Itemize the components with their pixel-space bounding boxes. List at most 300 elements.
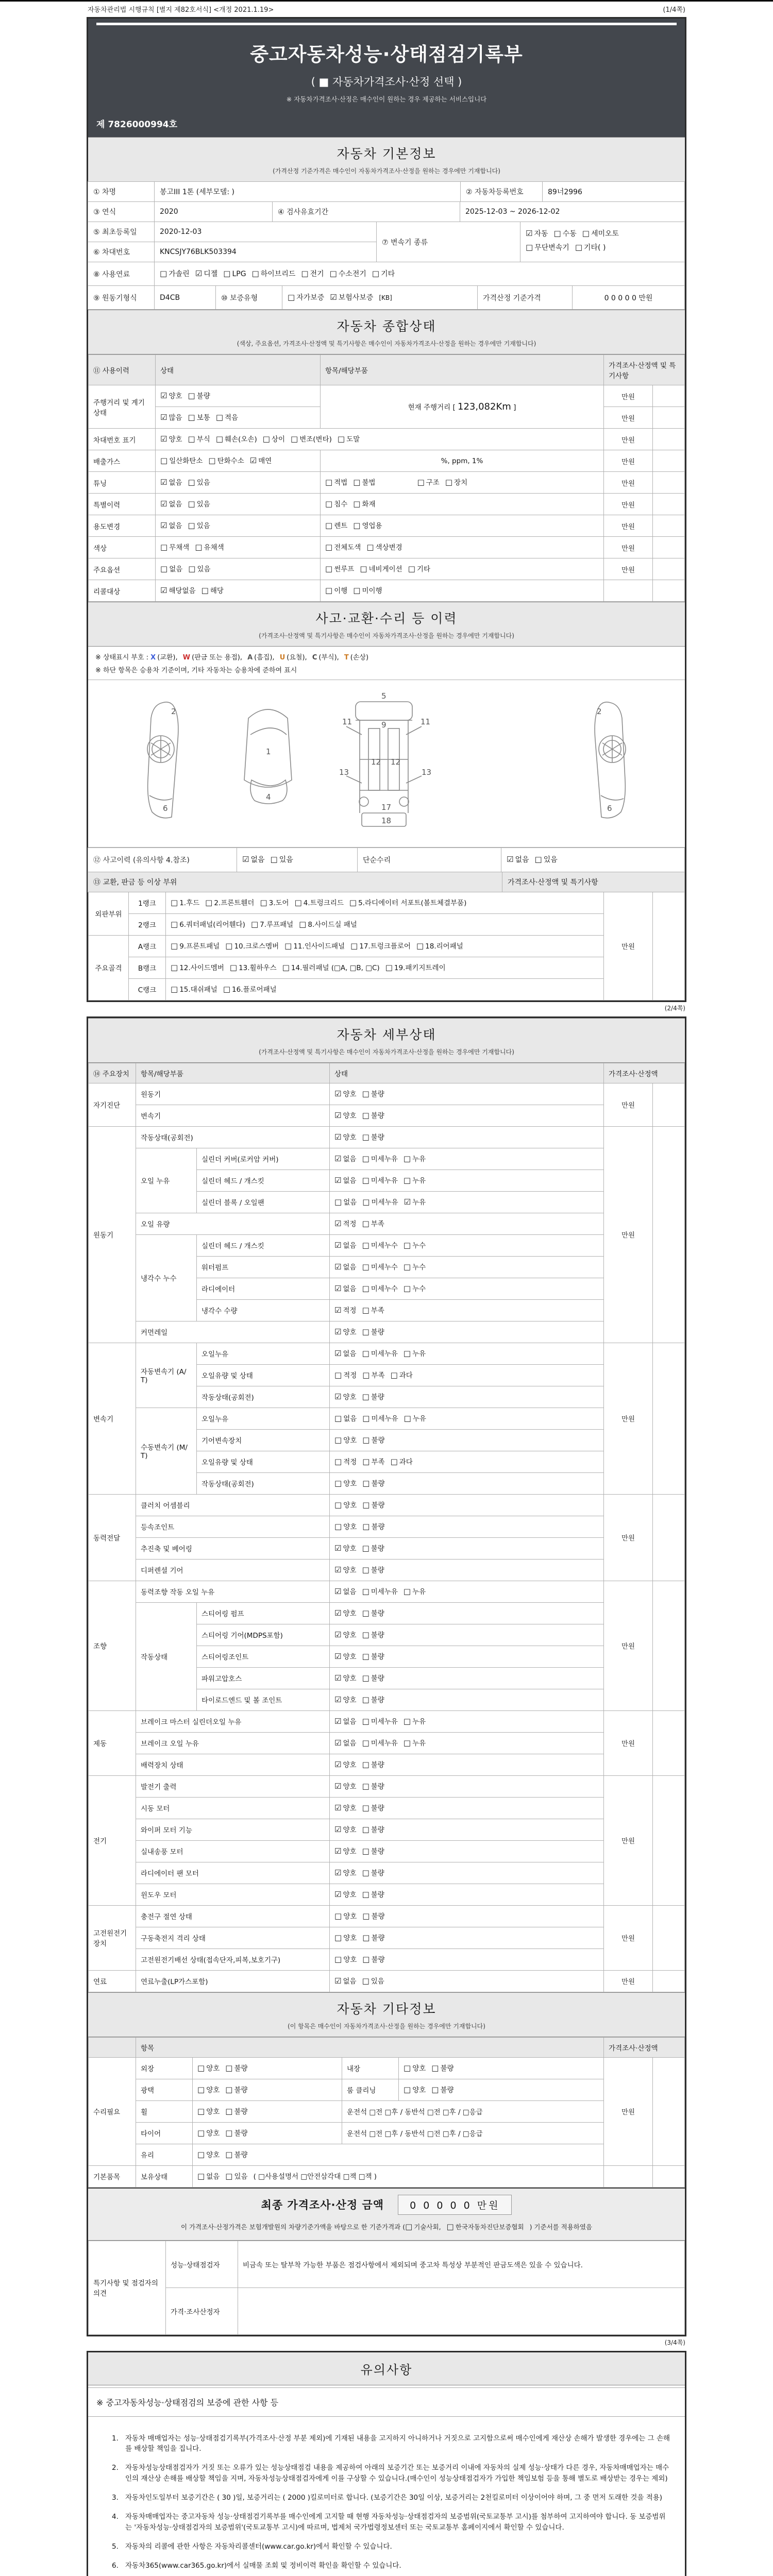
checked-box-icon[interactable]: ☑ <box>334 1759 342 1769</box>
unchecked-box-icon[interactable]: □ <box>334 1933 342 1942</box>
unchecked-box-icon[interactable]: □ <box>362 1370 370 1380</box>
checkbox-option[interactable]: □ 미이행 <box>353 586 382 596</box>
checkbox-option[interactable]: □ 불량 <box>362 1327 384 1336</box>
unchecked-box-icon[interactable]: □ <box>334 1500 342 1510</box>
checkbox-option[interactable]: ☑ 없음 <box>334 1716 357 1726</box>
unchecked-box-icon[interactable]: □ <box>225 2128 233 2138</box>
checkbox-option[interactable]: □ 자가보증 <box>288 293 325 302</box>
checkbox-option[interactable]: □ 훼손(오손) <box>215 434 257 444</box>
unchecked-box-icon[interactable]: □ <box>353 521 361 531</box>
checked-box-icon[interactable]: ☑ <box>334 1175 342 1185</box>
unchecked-box-icon[interactable]: □ <box>362 1305 369 1315</box>
checkbox-option[interactable]: □ 양호 <box>334 1911 357 1921</box>
checkbox-option[interactable]: □ 부족 <box>362 1370 385 1380</box>
unchecked-box-icon[interactable]: □ <box>334 1456 342 1466</box>
unchecked-box-icon[interactable]: □ <box>575 243 582 252</box>
checkbox-option[interactable]: □ 있음 <box>270 855 293 865</box>
unchecked-box-icon[interactable]: □ <box>362 1716 369 1726</box>
unchecked-box-icon[interactable]: □ <box>417 478 425 487</box>
checkbox-option[interactable]: □ 9.프론트패널 <box>171 941 220 951</box>
checked-box-icon[interactable]: ☑ <box>334 1608 342 1618</box>
checkbox-option[interactable]: □ 불량 <box>362 1478 385 1488</box>
checkbox-option[interactable]: □ 불량 <box>225 2063 248 2073</box>
checked-box-icon[interactable]: ☑ <box>334 1262 342 1272</box>
checkbox-option[interactable]: ☑ 양호 <box>334 1327 357 1336</box>
checkbox-option[interactable]: □ 미세누유 <box>362 1738 398 1748</box>
checkbox-option[interactable]: ☑ 양호 <box>334 1089 357 1098</box>
unchecked-box-icon[interactable]: □ <box>446 2222 454 2231</box>
unchecked-box-icon[interactable]: □ <box>195 543 203 552</box>
checkbox-option[interactable]: □ 불량 <box>362 1954 385 1964</box>
checkbox-option[interactable]: □ 불량 <box>362 1846 384 1856</box>
checked-box-icon[interactable]: ☑ <box>330 293 337 302</box>
checkbox-option[interactable]: ☑ 양호 <box>160 391 182 401</box>
unchecked-box-icon[interactable]: □ <box>299 919 307 929</box>
checkbox-option[interactable]: □ 양호 <box>334 1954 357 1964</box>
unchecked-box-icon[interactable]: □ <box>334 1521 342 1531</box>
checkbox-option[interactable]: ☑ 양호 <box>334 1392 357 1401</box>
checkbox-option[interactable]: □ LPG <box>223 269 246 278</box>
checked-box-icon[interactable]: ☑ <box>242 855 249 865</box>
checkbox-option[interactable]: ☑ 양호 <box>334 1759 357 1769</box>
checkbox-option[interactable]: □ 양호 <box>404 2084 426 2094</box>
unchecked-box-icon[interactable]: □ <box>251 269 259 278</box>
checkbox-option[interactable]: □ 미세누유 <box>362 1175 398 1185</box>
checkbox-option[interactable]: ☑ 양호 <box>334 1565 357 1574</box>
checkbox-option[interactable]: □ 전기 <box>301 269 324 278</box>
checkbox-option[interactable]: □ 구조 <box>417 478 440 487</box>
checkbox-option[interactable]: ☑ 없음 <box>160 499 182 509</box>
checked-box-icon[interactable]: ☑ <box>334 1218 342 1228</box>
checked-box-icon[interactable]: ☑ <box>334 1327 342 1336</box>
checkbox-option[interactable]: □ 16.플로어패널 <box>223 984 277 994</box>
unchecked-box-icon[interactable]: □ <box>390 1456 398 1466</box>
checked-box-icon[interactable]: ☑ <box>160 391 167 401</box>
unchecked-box-icon[interactable]: □ <box>334 1911 342 1921</box>
checkbox-option[interactable]: □ 미세누수 <box>362 1283 398 1293</box>
unchecked-box-icon[interactable]: □ <box>553 229 561 238</box>
checkbox-option[interactable]: □ 없음 <box>160 564 183 574</box>
checkbox-option[interactable]: □ 세미오토 <box>582 229 619 238</box>
checkbox-option[interactable]: □ 양호 <box>197 2106 220 2116</box>
checkbox-option[interactable]: ☑ 누유 <box>404 1197 426 1207</box>
checkbox-option[interactable]: ☑ 없음 <box>334 1154 357 1163</box>
checked-box-icon[interactable]: ☑ <box>334 1868 342 1877</box>
unchecked-box-icon[interactable]: □ <box>353 586 361 596</box>
unchecked-box-icon[interactable]: □ <box>362 1759 369 1769</box>
checkbox-option[interactable]: ☑ 디젤 <box>195 269 218 278</box>
checkbox-option[interactable]: ☑ 적정 <box>334 1218 357 1228</box>
checkbox-option[interactable]: □ 미세누수 <box>362 1240 398 1250</box>
checkbox-option[interactable]: ☑ 양호 <box>334 1673 357 1683</box>
unchecked-box-icon[interactable]: □ <box>362 1500 370 1510</box>
unchecked-box-icon[interactable]: □ <box>160 543 168 552</box>
unchecked-box-icon[interactable]: □ <box>223 984 231 994</box>
checkbox-option[interactable]: ☑ 양호 <box>334 1694 357 1704</box>
unchecked-box-icon[interactable]: □ <box>197 2106 205 2116</box>
checkbox-option[interactable]: ☑ 양호 <box>334 1824 357 1834</box>
checkbox-option[interactable]: ☑ 양호 <box>334 1630 357 1639</box>
unchecked-box-icon[interactable]: □ <box>362 1565 369 1574</box>
checkbox-option[interactable]: ☑ 적정 <box>334 1305 357 1315</box>
unchecked-box-icon[interactable]: □ <box>325 586 333 596</box>
unchecked-box-icon[interactable]: □ <box>215 413 224 422</box>
checkbox-option[interactable]: □ 11.인사이드패널 <box>284 941 345 951</box>
unchecked-box-icon[interactable]: □ <box>362 1283 369 1293</box>
checkbox-option[interactable]: □ 불량 <box>362 1781 384 1791</box>
unchecked-box-icon[interactable]: □ <box>329 269 337 278</box>
unchecked-box-icon[interactable]: □ <box>582 229 590 238</box>
unchecked-box-icon[interactable]: □ <box>171 919 178 929</box>
checkbox-option[interactable]: ☑ 양호 <box>334 1846 357 1856</box>
checked-box-icon[interactable]: ☑ <box>195 269 203 278</box>
checkbox-option[interactable]: □ 불량 <box>362 1673 384 1683</box>
checked-box-icon[interactable]: ☑ <box>334 1846 342 1856</box>
checkbox-option[interactable]: □ 18.리어패널 <box>416 941 463 951</box>
checkbox-option[interactable]: ☑ 없음 <box>160 521 182 531</box>
unchecked-box-icon[interactable]: □ <box>334 1478 342 1488</box>
checked-box-icon[interactable]: ☑ <box>334 1240 342 1250</box>
checkbox-option[interactable]: □ 불량 <box>362 1889 384 1899</box>
unchecked-box-icon[interactable]: □ <box>225 2106 233 2116</box>
checkbox-option[interactable]: ☑ 매연 <box>249 456 272 466</box>
unchecked-box-icon[interactable]: □ <box>250 919 259 929</box>
unchecked-box-icon[interactable]: □ <box>188 434 195 444</box>
unchecked-box-icon[interactable]: □ <box>362 1456 370 1466</box>
checkbox-option[interactable]: □ 1.후드 <box>171 897 200 907</box>
checkbox-option[interactable]: □ 불량 <box>362 1933 385 1942</box>
unchecked-box-icon[interactable]: □ <box>403 1348 411 1358</box>
unchecked-box-icon[interactable]: □ <box>223 269 231 278</box>
checked-box-icon[interactable]: ☑ <box>160 521 167 531</box>
unchecked-box-icon[interactable]: □ <box>362 1803 369 1812</box>
checkbox-option[interactable]: □ 불량 <box>362 1694 384 1704</box>
checked-box-icon[interactable]: ☑ <box>334 1305 342 1315</box>
checked-box-icon[interactable]: ☑ <box>334 1392 342 1401</box>
checkbox-option[interactable]: ☑ 해당없음 <box>160 586 196 596</box>
unchecked-box-icon[interactable]: □ <box>205 897 213 907</box>
checked-box-icon[interactable]: ☑ <box>160 413 167 422</box>
unchecked-box-icon[interactable]: □ <box>362 1543 369 1553</box>
unchecked-box-icon[interactable]: □ <box>403 1154 411 1163</box>
unchecked-box-icon[interactable]: □ <box>291 434 298 444</box>
unchecked-box-icon[interactable]: □ <box>534 855 542 865</box>
checkbox-option[interactable]: ☑ 없음 <box>160 478 182 487</box>
checkbox-option[interactable]: □ 불량 <box>362 1868 384 1877</box>
unchecked-box-icon[interactable]: □ <box>301 269 309 278</box>
unchecked-box-icon[interactable]: □ <box>197 2063 205 2073</box>
checkbox-option[interactable]: □ 양호 <box>197 2149 220 2159</box>
checkbox-option[interactable]: ☑ 양호 <box>334 1608 357 1618</box>
checkbox-option[interactable]: □ 없음 <box>334 1197 357 1207</box>
unchecked-box-icon[interactable]: □ <box>188 521 195 531</box>
checkbox-option[interactable]: □ 불량 <box>362 1392 384 1401</box>
checkbox-option[interactable]: □ 미세누유 <box>362 1348 398 1358</box>
checkbox-option[interactable]: □ 있음 <box>188 521 210 531</box>
checkbox-option[interactable]: □ 불량 <box>362 1824 384 1834</box>
checkbox-option[interactable]: □ 불량 <box>362 1759 384 1769</box>
checkbox-option[interactable]: □ 불량 <box>362 1089 384 1098</box>
unchecked-box-icon[interactable]: □ <box>431 2063 439 2073</box>
checkbox-option[interactable]: □ 양호 <box>197 2128 220 2138</box>
checked-box-icon[interactable]: ☑ <box>334 1824 342 1834</box>
unchecked-box-icon[interactable]: □ <box>325 521 333 531</box>
checkbox-option[interactable]: □ 화재 <box>353 499 376 509</box>
unchecked-box-icon[interactable]: □ <box>362 1846 369 1856</box>
unchecked-box-icon[interactable]: □ <box>262 434 270 444</box>
unchecked-box-icon[interactable]: □ <box>334 1435 342 1445</box>
unchecked-box-icon[interactable]: □ <box>197 2128 205 2138</box>
checkbox-option[interactable]: □ 없음 <box>334 1413 357 1423</box>
unchecked-box-icon[interactable]: □ <box>160 456 168 466</box>
unchecked-box-icon[interactable]: □ <box>366 543 374 552</box>
checkbox-option[interactable]: □ 미세누유 <box>362 1197 398 1207</box>
checkbox-option[interactable]: □ 불량 <box>362 1435 385 1445</box>
checked-box-icon[interactable]: ☑ <box>526 229 533 238</box>
unchecked-box-icon[interactable]: □ <box>325 543 333 552</box>
checkbox-option[interactable]: □ 미세누유 <box>362 1413 398 1423</box>
checkbox-option[interactable]: □ 보통 <box>188 413 210 422</box>
unchecked-box-icon[interactable]: □ <box>171 897 178 907</box>
checkbox-option[interactable]: □ 누유 <box>404 1413 426 1423</box>
checkbox-option[interactable]: □ 전체도색 <box>325 543 361 552</box>
unchecked-box-icon[interactable]: □ <box>160 269 167 278</box>
unchecked-box-icon[interactable]: □ <box>350 941 358 951</box>
checkbox-option[interactable]: □ 미세누유 <box>362 1154 398 1163</box>
unchecked-box-icon[interactable]: □ <box>362 1435 370 1445</box>
unchecked-box-icon[interactable]: □ <box>353 499 361 509</box>
checked-box-icon[interactable]: ☑ <box>507 855 514 865</box>
checkbox-option[interactable]: □ 한국자동차진단보증협회 <box>446 2222 524 2231</box>
checkbox-option[interactable]: □ 7.루프패널 <box>250 919 294 929</box>
unchecked-box-icon[interactable]: □ <box>197 2149 205 2159</box>
checkbox-option[interactable]: □ 불량 <box>431 2063 454 2073</box>
checkbox-option[interactable]: □ 불량 <box>225 2084 248 2094</box>
checked-box-icon[interactable]: ☑ <box>334 1110 342 1120</box>
unchecked-box-icon[interactable]: □ <box>160 564 168 574</box>
checkbox-option[interactable]: □ 누유 <box>403 1586 426 1596</box>
checked-box-icon[interactable]: ☑ <box>334 1348 342 1358</box>
unchecked-box-icon[interactable]: □ <box>325 478 333 487</box>
unchecked-box-icon[interactable]: □ <box>270 855 278 865</box>
checkbox-option[interactable]: □ 해당 <box>201 586 224 596</box>
unchecked-box-icon[interactable]: □ <box>362 1327 369 1336</box>
checkbox-option[interactable]: □ 양호 <box>334 1521 357 1531</box>
checkbox-option[interactable]: ☑ 양호 <box>334 1651 357 1661</box>
checkbox-option[interactable]: □ 불량 <box>225 2128 248 2138</box>
checkbox-option[interactable]: ☑ 없음 <box>334 1976 357 1986</box>
checked-box-icon[interactable]: ☑ <box>334 1781 342 1791</box>
unchecked-box-icon[interactable]: □ <box>403 1283 411 1293</box>
checkbox-option[interactable]: ☑ 많음 <box>160 413 182 422</box>
unchecked-box-icon[interactable]: □ <box>171 962 178 972</box>
unchecked-box-icon[interactable]: □ <box>403 1586 411 1596</box>
unchecked-box-icon[interactable]: □ <box>403 1738 411 1748</box>
unchecked-box-icon[interactable]: □ <box>362 1911 370 1921</box>
checkbox-option[interactable]: □ 적정 <box>334 1456 357 1466</box>
checkbox-option[interactable]: □ 불량 <box>362 1803 384 1812</box>
unchecked-box-icon[interactable]: □ <box>225 2063 233 2073</box>
checkbox-option[interactable]: □ 하이브리드 <box>251 269 296 278</box>
checked-box-icon[interactable]: ☑ <box>160 586 167 596</box>
checkbox-option[interactable]: ☑ 자동 <box>526 229 548 238</box>
unchecked-box-icon[interactable]: □ <box>197 2171 205 2181</box>
unchecked-box-icon[interactable]: □ <box>408 564 415 574</box>
checkbox-option[interactable]: □ 누수 <box>403 1240 426 1250</box>
checkbox-option[interactable]: □ 양호 <box>334 1933 357 1942</box>
checkbox-option[interactable]: □ 불량 <box>431 2084 454 2094</box>
checkbox-option[interactable]: □ 불량 <box>362 1651 384 1661</box>
checkbox-option[interactable]: ☑ 없음 <box>334 1262 357 1272</box>
checkbox-option[interactable]: □ 네비게이션 <box>360 564 402 574</box>
checkbox-option[interactable]: □ 있음 <box>534 855 558 865</box>
checked-box-icon[interactable]: ☑ <box>249 456 257 466</box>
unchecked-box-icon[interactable]: □ <box>362 1651 369 1661</box>
checkbox-option[interactable]: □ 12.사이드멤버 <box>171 962 224 972</box>
checkbox-option[interactable]: ☑ 없음 <box>334 1240 357 1250</box>
checkbox-option[interactable]: □ 기술사회, <box>405 2222 441 2231</box>
checked-box-icon[interactable]: ☑ <box>160 499 167 509</box>
unchecked-box-icon[interactable]: □ <box>362 1262 369 1272</box>
checked-box-icon[interactable]: ☑ <box>334 1673 342 1683</box>
unchecked-box-icon[interactable]: □ <box>362 1154 369 1163</box>
unchecked-box-icon[interactable]: □ <box>325 564 333 574</box>
unchecked-box-icon[interactable]: □ <box>431 2084 439 2094</box>
checked-box-icon[interactable]: ☑ <box>334 1803 342 1812</box>
checkbox-option[interactable]: □ 있음 <box>188 499 210 509</box>
unchecked-box-icon[interactable]: □ <box>334 1954 342 1964</box>
checkbox-option[interactable]: □ 가솔린 <box>160 269 190 278</box>
unchecked-box-icon[interactable]: □ <box>445 478 453 487</box>
checkbox-option[interactable]: □ 누유 <box>403 1348 426 1358</box>
checkbox-option[interactable]: □ 있음 <box>362 1976 384 1986</box>
checkbox-option[interactable]: □ 불량 <box>362 1521 385 1531</box>
unchecked-box-icon[interactable]: □ <box>404 1413 411 1423</box>
checkbox-option[interactable]: □ 양호 <box>404 2063 426 2073</box>
checkbox-option[interactable]: □ 14.필러패널 (□A, □B, □C) <box>282 962 380 972</box>
checked-box-icon[interactable]: ☑ <box>334 1889 342 1899</box>
unchecked-box-icon[interactable]: □ <box>284 941 292 951</box>
unchecked-box-icon[interactable]: □ <box>188 499 195 509</box>
unchecked-box-icon[interactable]: □ <box>225 2171 233 2181</box>
checkbox-option[interactable]: □ 없음 <box>197 2171 220 2181</box>
unchecked-box-icon[interactable]: □ <box>362 1089 369 1098</box>
unchecked-box-icon[interactable]: □ <box>337 434 345 444</box>
checkbox-option[interactable]: □ 있음 <box>225 2171 248 2181</box>
unchecked-box-icon[interactable]: □ <box>282 962 290 972</box>
unchecked-box-icon[interactable]: □ <box>362 1954 370 1964</box>
checkbox-option[interactable]: ☑ 없음 <box>334 1586 357 1596</box>
unchecked-box-icon[interactable]: □ <box>362 1694 369 1704</box>
unchecked-box-icon[interactable]: □ <box>405 2222 413 2231</box>
checked-box-icon[interactable]: ☑ <box>334 1738 342 1748</box>
checkbox-option[interactable]: ☑ 양호 <box>160 434 182 444</box>
unchecked-box-icon[interactable]: □ <box>403 1240 411 1250</box>
checkbox-option[interactable]: □ 양호 <box>334 1500 357 1510</box>
unchecked-box-icon[interactable]: □ <box>171 941 178 951</box>
unchecked-box-icon[interactable]: □ <box>208 456 216 466</box>
unchecked-box-icon[interactable]: □ <box>362 1630 369 1639</box>
unchecked-box-icon[interactable]: □ <box>362 1608 369 1618</box>
checkbox-option[interactable]: □ 13.휠하우스 <box>229 962 277 972</box>
checkbox-option[interactable]: □ 부식 <box>188 434 210 444</box>
checkbox-option[interactable]: ☑ 양호 <box>334 1132 357 1142</box>
checkbox-option[interactable]: ☑ 양호 <box>334 1803 357 1812</box>
checkbox-option[interactable]: □ 탄화수소 <box>208 456 244 466</box>
unchecked-box-icon[interactable]: □ <box>215 434 224 444</box>
checked-box-icon[interactable]: ☑ <box>334 1089 342 1098</box>
unchecked-box-icon[interactable]: □ <box>362 1738 369 1748</box>
checkbox-option[interactable]: ☑ 보험사보증 <box>330 293 374 302</box>
checked-box-icon[interactable]: ☑ <box>334 1283 342 1293</box>
unchecked-box-icon[interactable]: □ <box>225 2149 233 2159</box>
checkbox-option[interactable]: □ 6.쿼터패널(리어휀다) <box>171 919 245 929</box>
checkbox-option[interactable]: □ 불량 <box>362 1132 384 1142</box>
checkbox-option[interactable]: □ 부족 <box>362 1305 384 1315</box>
checkbox-option[interactable]: ☑ 양호 <box>334 1110 357 1120</box>
checkbox-option[interactable]: □ 부족 <box>362 1456 385 1466</box>
unchecked-box-icon[interactable]: □ <box>188 478 195 487</box>
checkbox-option[interactable]: □ 불량 <box>362 1608 384 1618</box>
unchecked-box-icon[interactable]: □ <box>353 478 361 487</box>
unchecked-box-icon[interactable]: □ <box>372 269 380 278</box>
unchecked-box-icon[interactable]: □ <box>229 962 238 972</box>
checked-box-icon[interactable]: ☑ <box>334 1630 342 1639</box>
checkbox-option[interactable]: □ 도말 <box>337 434 360 444</box>
unchecked-box-icon[interactable]: □ <box>188 391 195 401</box>
checkbox-option[interactable]: □ 양호 <box>197 2084 220 2094</box>
unchecked-box-icon[interactable]: □ <box>362 1781 369 1791</box>
checkbox-option[interactable]: □ 수소전기 <box>329 269 366 278</box>
unchecked-box-icon[interactable]: □ <box>294 897 302 907</box>
checkbox-option[interactable]: □ 침수 <box>325 499 348 509</box>
checkbox-option[interactable]: ☑ 양호 <box>334 1889 357 1899</box>
checkbox-option[interactable]: □ 2.프론트휀더 <box>205 897 255 907</box>
checked-box-icon[interactable]: ☑ <box>334 1976 342 1986</box>
unchecked-box-icon[interactable]: □ <box>362 1175 369 1185</box>
checkbox-option[interactable]: □ 과다 <box>390 1370 413 1380</box>
unchecked-box-icon[interactable]: □ <box>334 1197 342 1207</box>
unchecked-box-icon[interactable]: □ <box>362 1824 369 1834</box>
checkbox-option[interactable]: □ 누유 <box>403 1716 426 1726</box>
unchecked-box-icon[interactable]: □ <box>362 1868 369 1877</box>
unchecked-box-icon[interactable]: □ <box>526 243 533 252</box>
checkbox-option[interactable]: □ 누수 <box>403 1262 426 1272</box>
checkbox-option[interactable]: □ 무채색 <box>160 543 190 552</box>
unchecked-box-icon[interactable]: □ <box>362 1348 369 1358</box>
unchecked-box-icon[interactable]: □ <box>349 897 357 907</box>
checkbox-option[interactable]: □ 불량 <box>225 2149 248 2159</box>
checkbox-option[interactable]: □ 3.도어 <box>260 897 289 907</box>
checkbox-option[interactable]: □ 불량 <box>362 1630 384 1639</box>
unchecked-box-icon[interactable]: □ <box>362 1478 370 1488</box>
unchecked-box-icon[interactable]: □ <box>362 1673 369 1683</box>
checkbox-option[interactable]: □ 누유 <box>403 1175 426 1185</box>
checkbox-option[interactable]: □ 적정 <box>334 1370 357 1380</box>
checked-box-icon[interactable]: ☑ <box>334 1716 342 1726</box>
checkbox-option[interactable]: □ 불량 <box>362 1543 384 1553</box>
checkbox-option[interactable]: ☑ 양호 <box>334 1868 357 1877</box>
checkbox-option[interactable]: □ 기타 <box>408 564 430 574</box>
checkbox-option[interactable]: □ 부족 <box>362 1218 384 1228</box>
checkbox-option[interactable]: ☑ 없음 <box>507 855 529 865</box>
unchecked-box-icon[interactable]: □ <box>403 1716 411 1726</box>
checkbox-option[interactable]: □ 8.사이드실 패널 <box>299 919 357 929</box>
checkbox-option[interactable]: □ 기타( ) <box>575 243 606 252</box>
unchecked-box-icon[interactable]: □ <box>362 1392 369 1401</box>
checkbox-option[interactable]: □ 장치 <box>445 478 468 487</box>
checkbox-option[interactable]: □ 10.크로스멤버 <box>225 941 279 951</box>
